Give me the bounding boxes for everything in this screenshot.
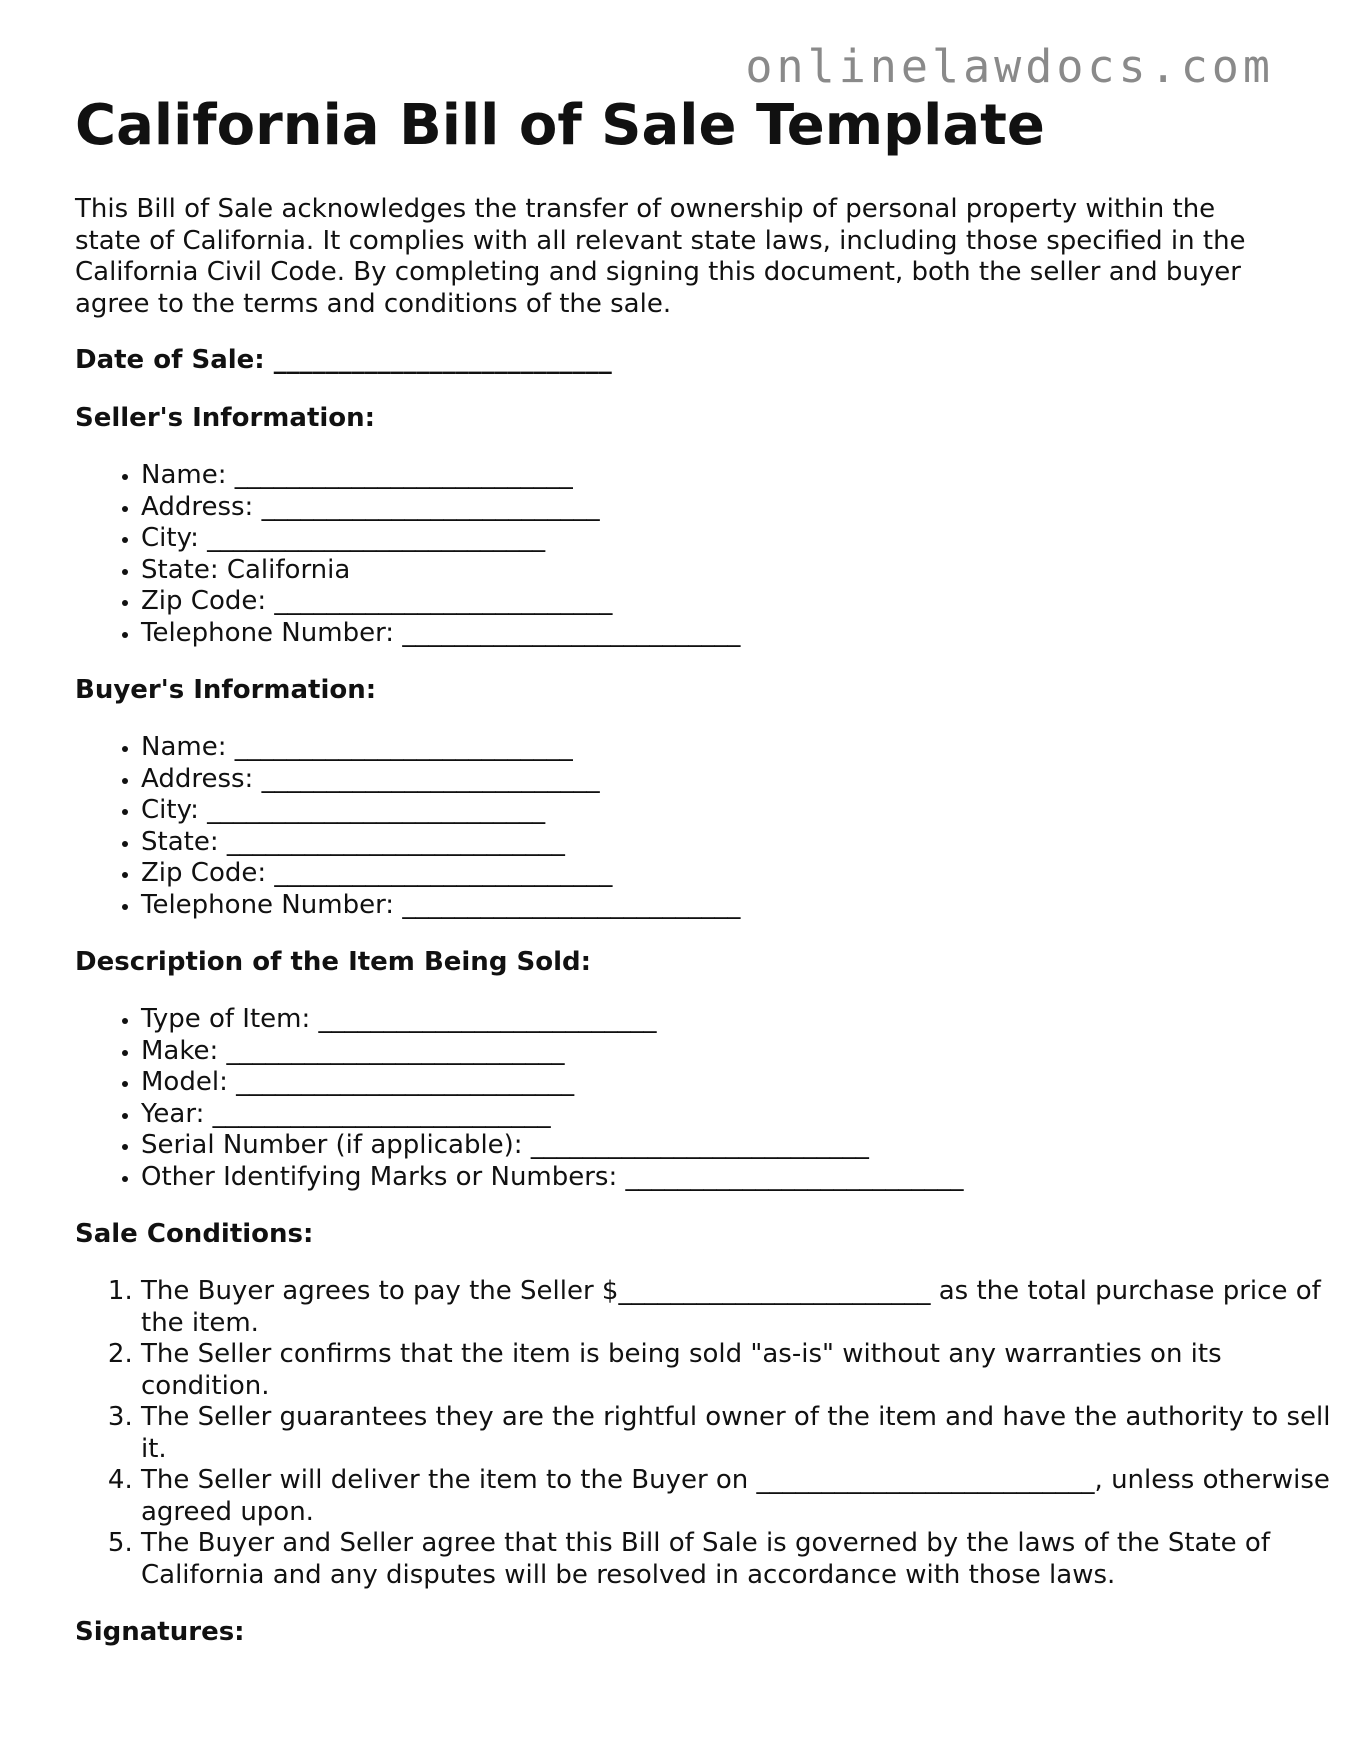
condition-item: 3. The Seller guarantees they are the rightful owner of the item and have the authority to sell it.: [141, 1402, 1336, 1465]
item-heading: Description of the Item Being Sold:: [75, 947, 591, 977]
buyer-telephone-field: • Telephone Number: __________________________: [141, 890, 1285, 922]
item-make-field: • Make: __________________________: [141, 1036, 1285, 1068]
conditions-section: [75, 1218, 1331, 1591]
buyer-state-field: • State: __________________________: [141, 827, 1285, 859]
buyer-section: [75, 674, 1285, 921]
conditions-heading: Sale Conditions:: [75, 1219, 314, 1249]
item-section: [75, 946, 1285, 1193]
signatures-section: [75, 1616, 1285, 1648]
condition-item: 2. The Seller confirms that the item is being sold "as-is" without any warranties on its condition.: [141, 1339, 1336, 1402]
buyer-list: [75, 732, 1285, 921]
seller-section: [75, 402, 1285, 649]
condition-item: 4. The Seller will deliver the item to the Buyer on __________________________, unless otherwise agreed upon.: [141, 1465, 1336, 1528]
watermark: onlinelawdocs.com: [745, 40, 1274, 93]
buyer-zip-field: • Zip Code: __________________________: [141, 858, 1285, 890]
item-serial-field: • Serial Number (if applicable): __________________________: [141, 1130, 1285, 1162]
buyer-name-field: • Name: __________________________: [141, 732, 1285, 764]
date-of-sale-section: [75, 344, 1285, 376]
condition-item: 1. The Buyer agrees to pay the Seller $________________________ as the total purchase price of the item.: [141, 1276, 1336, 1339]
seller-address-field: • Address: __________________________: [141, 492, 1285, 524]
item-marks-field: • Other Identifying Marks or Numbers: __________________________: [141, 1162, 1285, 1194]
signatures-heading: Signatures:: [75, 1617, 245, 1647]
seller-state-field: • State: California: [141, 555, 1285, 587]
buyer-heading: Buyer's Information:: [75, 675, 377, 705]
seller-list: [75, 460, 1285, 649]
item-type-field: • Type of Item: __________________________: [141, 1004, 1285, 1036]
intro-paragraph: This Bill of Sale acknowledges the transfer of ownership of personal property within the state of California. It complies with all relevant state laws, including those specified in the California Civil Code. By completing and signing this document, both the seller and buyer agree to the terms and conditions of the sale.: [75, 194, 1246, 319]
seller-heading: Seller's Information:: [75, 403, 376, 433]
date-of-sale-field: Date of Sale: __________________________: [75, 345, 612, 375]
page-title: California Bill of Sale Template: [75, 93, 1045, 158]
item-list: [75, 1004, 1285, 1193]
seller-telephone-field: • Telephone Number: __________________________: [141, 618, 1285, 650]
buyer-address-field: • Address: __________________________: [141, 764, 1285, 796]
conditions-list: [75, 1276, 1336, 1591]
seller-city-field: • City: __________________________: [141, 523, 1285, 555]
item-model-field: • Model: __________________________: [141, 1067, 1285, 1099]
seller-zip-field: • Zip Code: __________________________: [141, 586, 1285, 618]
buyer-city-field: • City: __________________________: [141, 795, 1285, 827]
condition-item: 5. The Buyer and Seller agree that this Bill of Sale is governed by the laws of the State of California and any disputes will be resolved in accordance with those laws.: [141, 1528, 1336, 1591]
seller-name-field: • Name: __________________________: [141, 460, 1285, 492]
item-year-field: • Year: __________________________: [141, 1099, 1285, 1131]
